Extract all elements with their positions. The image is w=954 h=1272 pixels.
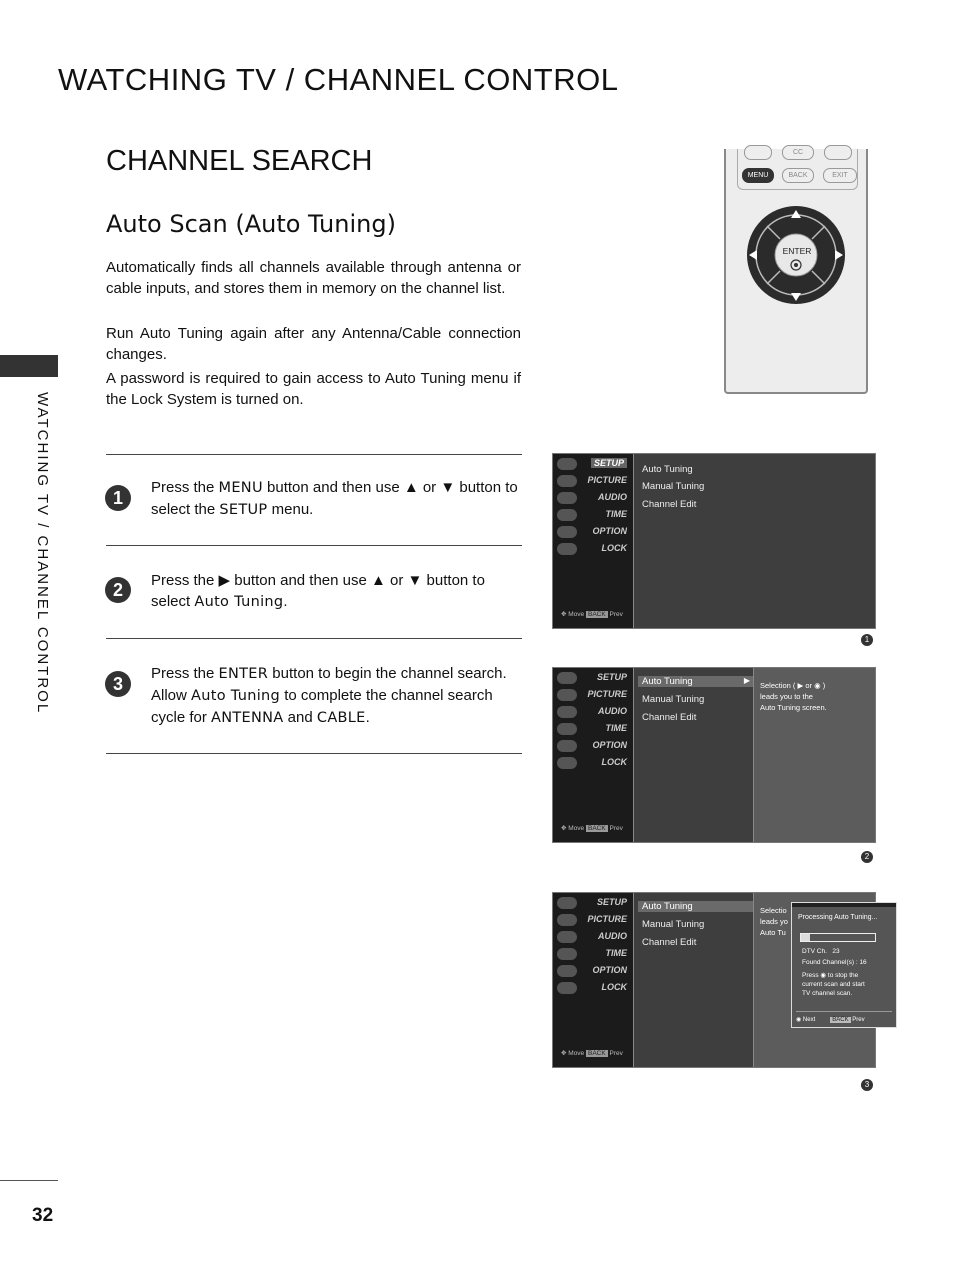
tv-menu-options-panel [633, 454, 876, 628]
menu-category-picture: PICTURE [587, 475, 627, 485]
menu-category-audio: AUDIO [598, 492, 627, 502]
menu-category-option: OPTION [592, 526, 627, 536]
setup-menu-icon [557, 897, 577, 909]
picture-menu-icon [557, 475, 577, 487]
menu-category-time: TIME [605, 723, 627, 733]
menu-category-lock: LOCK [601, 982, 627, 992]
menu-category-setup: SETUP [596, 672, 627, 682]
remote-menu-button: MENU [742, 168, 774, 183]
selection-description-partial: Selectio leads yo Auto Tu [760, 906, 788, 937]
remote-blank-button [824, 145, 852, 160]
menu-footer: ✥ Move BACK Prev [561, 611, 623, 618]
intro-paragraph-1: Automatically finds all channels available through antenna or cable inputs, and stores them in memory on the channel list. [106, 259, 521, 297]
page-number: 32 [32, 1205, 54, 1226]
remote-enter-label: ENTER [782, 246, 812, 256]
menu-category-option: OPTION [592, 740, 627, 750]
step-divider [106, 753, 522, 754]
selection-description: Selection ( ▶ or ◉ ) leads you to the Auto Tuning screen. [760, 681, 827, 712]
remote-exit-button: EXIT [823, 168, 857, 183]
option-menu-icon [557, 965, 577, 977]
setup-menu-icon [557, 672, 577, 684]
menu-category-audio: AUDIO [598, 931, 627, 941]
remote-cc-button: CC [782, 145, 814, 160]
tv-menu-category-panel [553, 668, 633, 842]
antenna-key-label: ANTENNA [211, 710, 284, 726]
lock-menu-icon [557, 982, 577, 994]
tv-menu-options-panel [633, 668, 754, 842]
menu-category-lock: LOCK [601, 543, 627, 553]
stop-instructions: Press ◉ to stop the current scan and start TV channel scan. [802, 972, 865, 997]
page-header-title: WATCHING TV / CHANNEL CONTROL [58, 62, 619, 97]
audio-menu-icon [557, 931, 577, 943]
menu-category-picture: PICTURE [587, 689, 627, 699]
section-title: CHANNEL SEARCH [106, 145, 373, 177]
auto-tuning-progress-popup [791, 902, 897, 1028]
option-manual-tuning: Manual Tuning [642, 694, 705, 705]
popup-title: Processing Auto Tuning... [798, 914, 878, 921]
lock-menu-icon [557, 543, 577, 555]
option-auto-tuning: Auto Tuning [642, 464, 693, 475]
tv-menu-screen-1 [552, 453, 876, 629]
picture-menu-icon [557, 689, 577, 701]
cable-key-label: CABLE [316, 710, 366, 726]
picture-menu-icon [557, 914, 577, 926]
option-channel-edit: Channel Edit [642, 499, 697, 510]
screen-label-1: 1 [861, 634, 873, 646]
progress-bar [800, 933, 876, 942]
menu-category-setup: SETUP [591, 458, 627, 468]
time-menu-icon [557, 948, 577, 960]
enter-key-label: ENTER [218, 666, 269, 682]
audio-menu-icon [557, 706, 577, 718]
tv-menu-category-panel [553, 893, 633, 1067]
side-tab-marker [0, 355, 58, 377]
dtv-channel-readout: DTV Ch. 23 [802, 948, 840, 955]
menu-footer: ✥ Move BACK Prev [561, 1050, 623, 1057]
step-number-3: 3 [105, 671, 131, 697]
step-1-text: Press the MENU button and then use ▲ or ▼ button to select the SETUP menu. [151, 479, 518, 518]
intro-paragraph-2: Run Auto Tuning again after any Antenna/Cable connection changes. [106, 325, 521, 363]
remote-back-button: BACK [782, 168, 814, 183]
lock-menu-icon [557, 757, 577, 769]
step-number-2: 2 [105, 577, 131, 603]
progress-fill [801, 934, 810, 941]
menu-category-time: TIME [605, 509, 627, 519]
step-divider [106, 638, 522, 639]
menu-key-label: MENU [218, 480, 263, 496]
tv-menu-screen-2 [552, 667, 876, 843]
screen-label-3: 3 [861, 1079, 873, 1091]
right-arrow-icon: ▶ [743, 676, 750, 685]
step-number-1: 1 [105, 485, 131, 511]
step-divider [106, 545, 522, 546]
remote-blank-button [744, 145, 772, 160]
option-manual-tuning: Manual Tuning [642, 481, 705, 492]
tv-menu-options-panel [633, 893, 754, 1067]
option-auto-tuning-selected: Auto Tuning ▶ [638, 676, 754, 687]
option-channel-edit: Channel Edit [642, 937, 697, 948]
page-number-rule [0, 1180, 58, 1181]
intro-paragraph-3: A password is required to gain access to Auto Tuning menu if the Lock System is turned on. [106, 370, 521, 408]
screen-label-2: 2 [861, 851, 873, 863]
audio-menu-icon [557, 492, 577, 504]
menu-category-audio: AUDIO [598, 706, 627, 716]
found-channels-readout: Found Channel(s) : 16 [802, 959, 867, 966]
menu-category-lock: LOCK [601, 757, 627, 767]
setup-key-label: SETUP [219, 502, 268, 518]
tv-menu-category-panel [553, 454, 633, 628]
option-manual-tuning: Manual Tuning [642, 919, 705, 930]
time-menu-icon [557, 509, 577, 521]
popup-footer: ◉ Next BACK Prev [796, 1017, 865, 1023]
menu-category-option: OPTION [592, 965, 627, 975]
menu-category-picture: PICTURE [587, 914, 627, 924]
step-divider [106, 454, 522, 455]
auto-tuning-key-label: Auto Tuning [191, 688, 281, 704]
tv-menu-description-panel [753, 668, 876, 842]
side-section-label: WATCHING TV / CHANNEL CONTROL [34, 392, 51, 715]
subsection-title: Auto Scan (Auto Tuning) [106, 210, 396, 238]
menu-category-setup: SETUP [596, 897, 627, 907]
option-menu-icon [557, 526, 577, 538]
option-menu-icon [557, 740, 577, 752]
menu-footer: ✥ Move BACK Prev [561, 825, 623, 832]
menu-category-time: TIME [605, 948, 627, 958]
time-menu-icon [557, 723, 577, 735]
auto-tuning-key-label: Auto Tuning [194, 594, 284, 610]
step-3-text: Press the ENTER button to begin the channel search. Allow Auto Tuning to complete the channel search cycle for ANTENNA and CABLE. [151, 665, 507, 726]
option-channel-edit: Channel Edit [642, 712, 697, 723]
option-auto-tuning-selected: Auto Tuning [638, 901, 754, 912]
step-2-text: Press the ▶ button and then use ▲ or ▼ button to select Auto Tuning. [151, 572, 485, 610]
setup-menu-icon [557, 458, 577, 470]
